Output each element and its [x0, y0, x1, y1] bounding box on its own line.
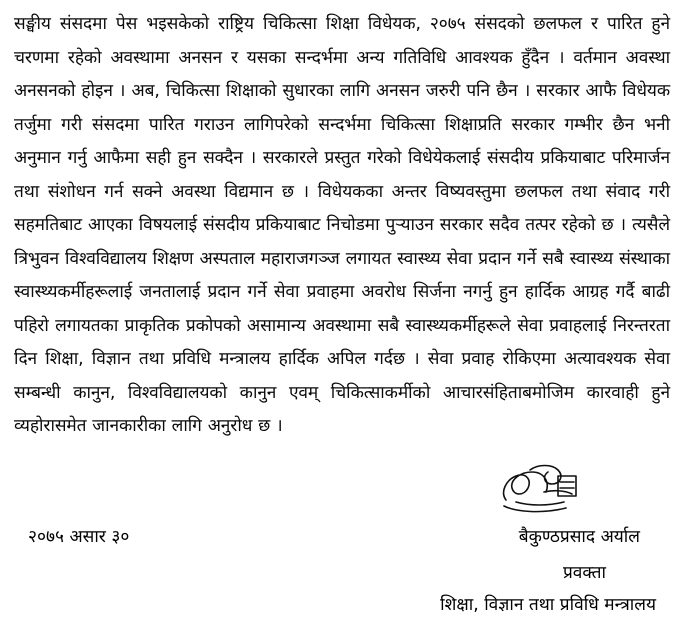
document-date: २०७५ असार ३०	[28, 526, 130, 547]
signer-role: प्रवक्ता	[562, 562, 606, 583]
signer-department: शिक्षा, विज्ञान तथा प्रविधि मन्त्रालय	[440, 594, 656, 615]
handwritten-signature-icon	[486, 462, 596, 518]
body-paragraph: सङ्घीय संसदमा पेस भइसकेको राष्ट्रिय चिकित्सा शिक्षा विधेयक, २०७५ संसदको छलफल र पारित हुने चरणमा रहेको अवस्थामा अनसन र यसका सन्दर्भमा अन्य गतिविधि आवश्यक हुँदैन । वर्तमान अवस्था अनसनको होइन । अब, चिकित्सा शिक्षाको सुधारका लागि अनसन जरुरी पनि छैन । सरकार आफै विधेयक तर्जुमा गरी संसदमा पारित गराउन लागिपरेको सन्दर्भमा चिकित्सा शिक्षाप्रति सरकार गम्भीर छैन भनी अनुमान गर्नु आफैमा सही हुन सक्दैन । सरकारले प्रस्तुत गरेको विधेयेकलाई संसदीय प्रकियाबाट परिमार्जन तथा संशोधन गर्न सक्ने अवस्था विद्यमान छ । विधेयकका अन्तर विष्यवस्तुमा छलफल तथा संवाद गरी सहमतिबाट आएका विषयलाई संसदीय प्रकियाबाट निचोडमा पुर्‍याउन सरकार सदैव तत्पर रहेको छ । त्यसैले त्रिभुवन विश्वविद्यालय शिक्षण अस्पताल महाराजगञ्ज लगायत स्वास्थ्य सेवा प्रदान गर्ने सबै स्वास्थ्य संस्थाका स्वास्थ्यकर्मीहरूलाई जनतालाई प्रदान गर्ने सेवा प्रवाहमा अवरोध सिर्जना नगर्नु हुन हार्दिक आग्रह गर्दै बाढी पहिरो लगायतका प्राकृतिक प्रकोपको असामान्य अवस्थामा सबै स्वास्थ्यकर्मीहरूले सेवा प्रवाहलाई निरन्तरता दिन शिक्षा, विज्ञान तथा प्रविधि मन्त्रालय हार्दिक अपिल गर्दछ । सेवा प्रवाह रोकिएमा अत्यावश्यक सेवा सम्बन्धी कानुन, विश्वविद्यालयको कानुन एवम् चिकित्साकर्मीको आचारसंहिताबमोजिम कारवाही हुने व्यहोरासमेत जानकारीका लागि अनुरोध छ ।	[14, 14, 671, 436]
signature-block	[14, 466, 670, 616]
signer-name: बैकुण्ठप्रसाद अर्याल	[518, 526, 640, 547]
document-body	[14, 8, 670, 444]
